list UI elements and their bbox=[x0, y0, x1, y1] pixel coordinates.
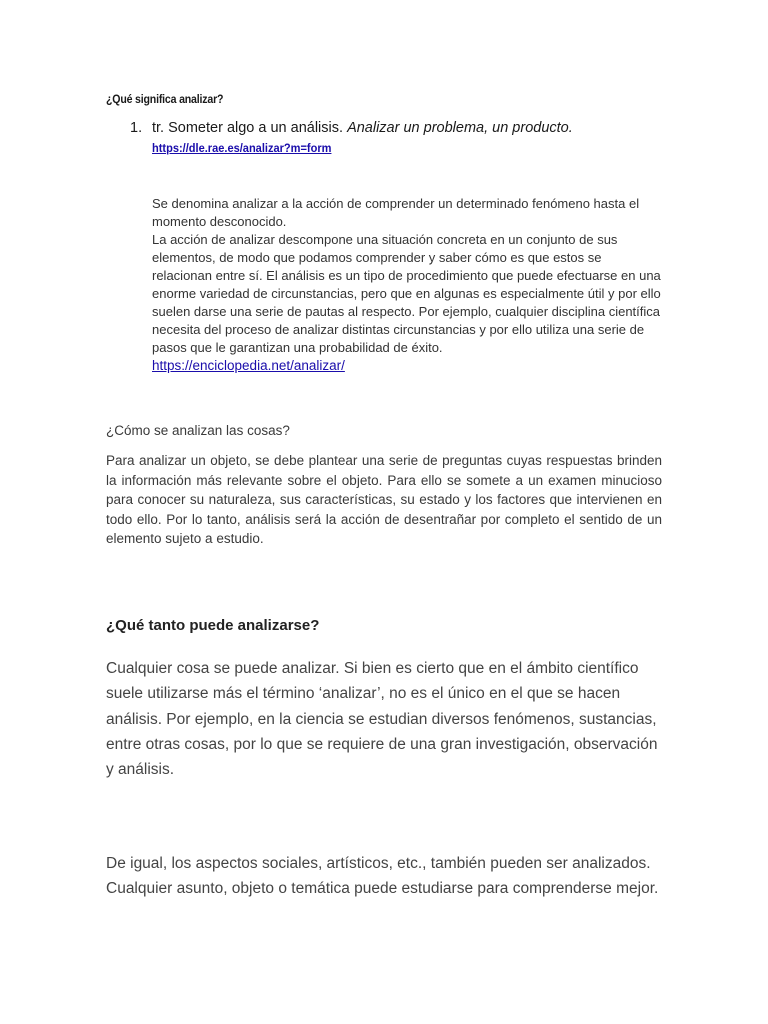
how-paragraph: Para analizar un objeto, se debe plantear una serie de preguntas cuyas respuestas brinden la información más relevante sobre el objeto. Para ello se somete a un examen minucioso para conocer su naturaleza, sus características, su estado y los factores que intervienen en todo ello. Por lo tanto, análisis será la acción de desentrañar por completo el sentido de un elemento sujeto a estudio. bbox=[106, 453, 662, 546]
rae-source-link[interactable]: https://dle.rae.es/analizar?m=form bbox=[152, 141, 332, 155]
section-heading-meaning: ¿Qué significa analizar? bbox=[106, 94, 224, 106]
how-much-paragraph-1: Cualquier cosa se puede analizar. Si bien es cierto que en el ámbito científico suele utilizarse más el término ‘analizar’, no es el único en el que se hacen análisis. Por ejemplo, en la ciencia se estudian diversos fenómenos, sustancias, entre otras cosas, por lo que se requiere de una gran investigación, observación y análisis. bbox=[106, 660, 658, 779]
definition-text: tr. Someter algo a un análisis. bbox=[152, 120, 348, 136]
quoted-definition-block bbox=[152, 195, 662, 375]
quote-paragraph-2: La acción de analizar descompone una situación concreta en un conjunto de sus elementos, de modo que podamos comprender y saber cómo es que estos se relacionan entre sí. El análisis es un tipo de procedimiento que puede efectuarse en una enorme variedad de circunstancias, pero que en algunas es especialmente útil y por ello suelen darse una serie de pautas al respecto. Por ejemplo, cualquier disciplina científica necesita del proceso de analizar distintas circunstancias y por ello utiliza una serie de pasos que le garantizan una probabilidad de éxito. bbox=[152, 232, 661, 355]
definition-list-item bbox=[130, 120, 573, 136]
list-number: 1. bbox=[130, 120, 143, 136]
how-much-paragraph-2: De igual, los aspectos sociales, artísticos, etc., también pueden ser analizados. Cualquier asunto, objeto o temática puede estudiarse para comprenderse mejor. bbox=[106, 855, 659, 898]
enciclopedia-source-link[interactable]: https://enciclopedia.net/analizar/ bbox=[152, 358, 345, 373]
quote-paragraph-1: Se denomina analizar a la acción de comprender un determinado fenómeno hasta el momento desconocido. bbox=[152, 196, 640, 229]
section-heading-how-much: ¿Qué tanto puede analizarse? bbox=[106, 617, 320, 634]
section-question-how: ¿Cómo se analizan las cosas? bbox=[106, 423, 290, 438]
definition-example: Analizar un problema, un producto. bbox=[347, 120, 573, 136]
